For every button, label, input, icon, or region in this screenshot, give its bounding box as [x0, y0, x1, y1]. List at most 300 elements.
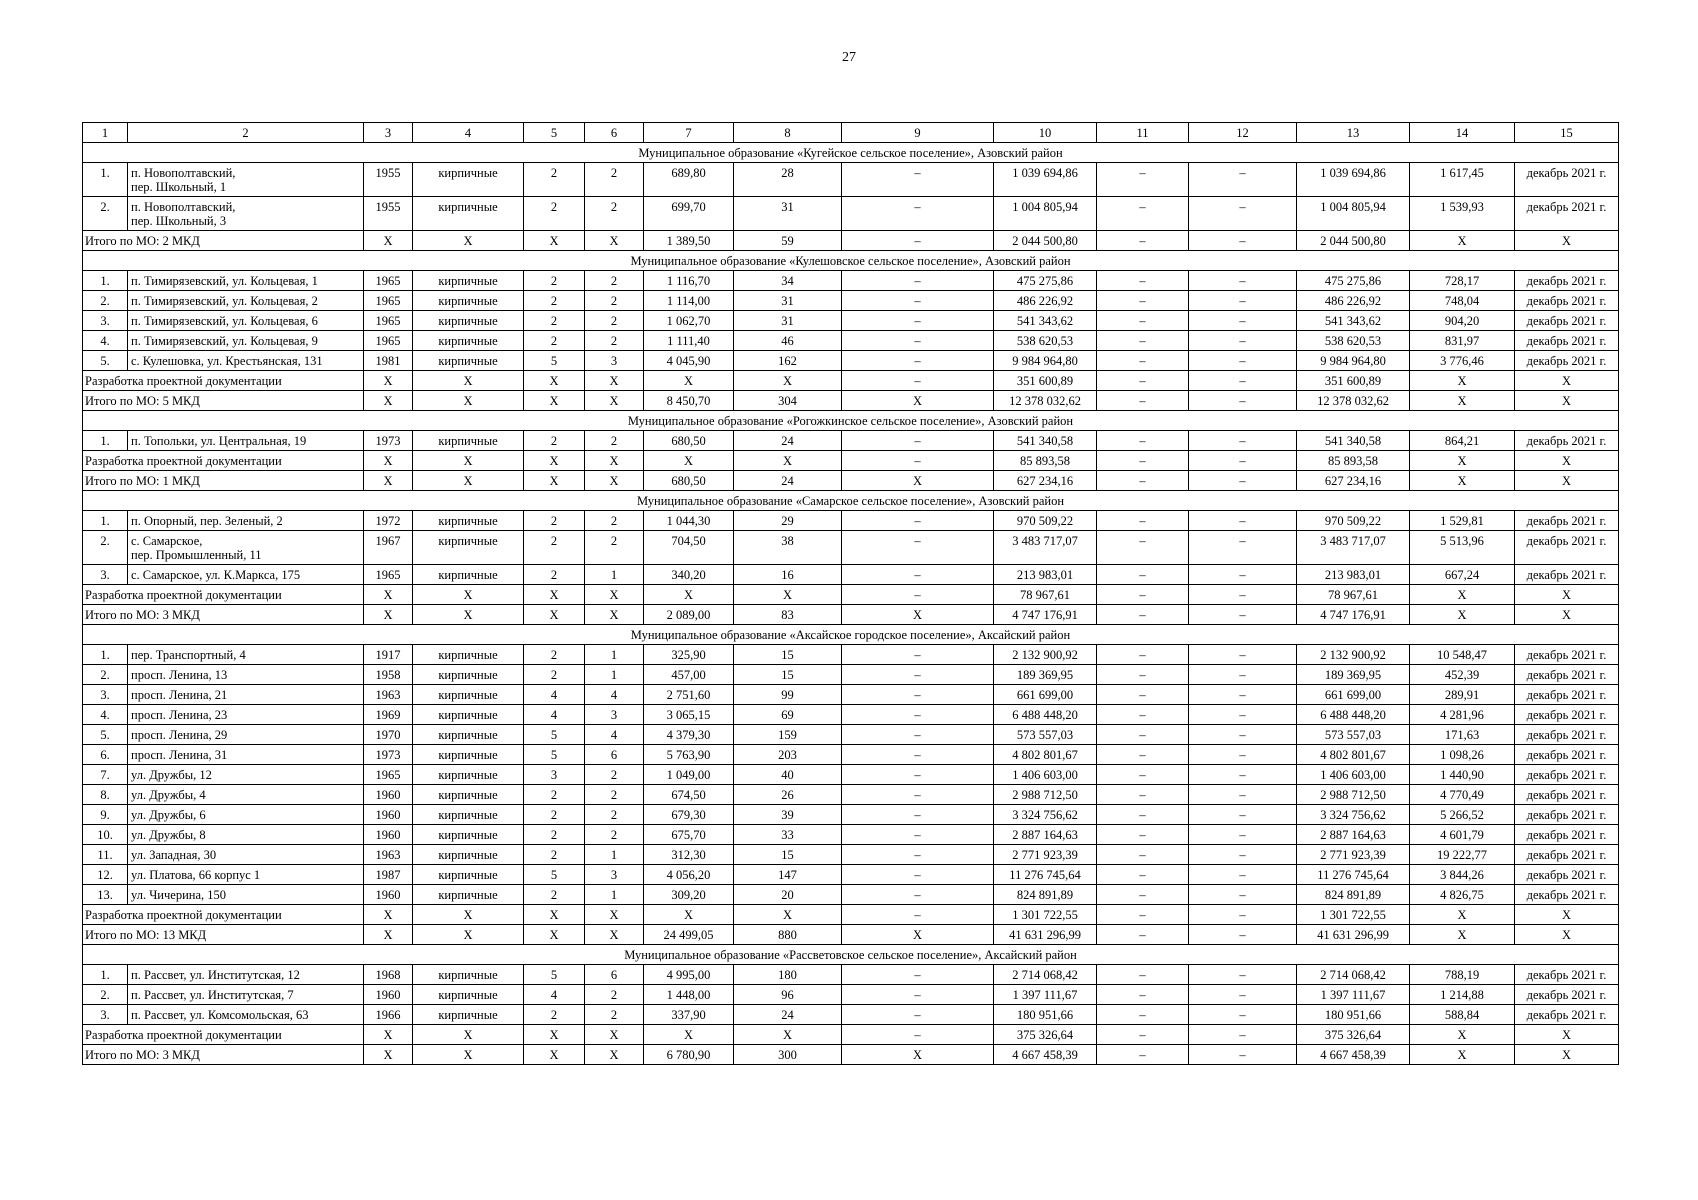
table-cell: 180 951,66	[994, 1005, 1097, 1025]
section-header-row	[83, 491, 1619, 511]
table-cell: 1965	[364, 271, 413, 291]
address-cell: ул. Дружбы, 12	[128, 765, 364, 785]
table-cell: 2 714 068,42	[1297, 965, 1410, 985]
table-cell: –	[1097, 825, 1189, 845]
table-cell: 541 343,62	[1297, 311, 1410, 331]
summary-cell: –	[1097, 371, 1189, 391]
table-cell: 2 714 068,42	[994, 965, 1097, 985]
summary-cell: 24	[734, 471, 842, 491]
table-cell: кирпичные	[413, 825, 524, 845]
table-cell: кирпичные	[413, 745, 524, 765]
summary-cell: –	[842, 1025, 994, 1045]
table-cell: 1981	[364, 351, 413, 371]
table-cell: 1 448,00	[644, 985, 734, 1005]
table-cell: 1955	[364, 163, 413, 197]
table-cell: 2	[585, 805, 644, 825]
table-row	[83, 271, 1619, 291]
section-header-row	[83, 143, 1619, 163]
summary-cell: 351 600,89	[1297, 371, 1410, 391]
summary-label: Разработка проектной документации	[83, 371, 364, 391]
table-cell: 1 397 111,67	[994, 985, 1097, 1005]
table-cell: 2	[524, 197, 585, 231]
summary-cell: –	[1097, 905, 1189, 925]
table-cell: 325,90	[644, 645, 734, 665]
table-cell: –	[1097, 725, 1189, 745]
table-cell: 213 983,01	[1297, 565, 1410, 585]
table-cell: 6 488 448,20	[1297, 705, 1410, 725]
address-cell: ул. Западная, 30	[128, 845, 364, 865]
table-cell: 4.	[83, 331, 128, 351]
summary-cell: Х	[1515, 391, 1619, 411]
summary-label: Итого по МО: 1 МКД	[83, 471, 364, 491]
table-cell: –	[1097, 885, 1189, 905]
table-row	[83, 197, 1619, 231]
table-cell: 1	[585, 845, 644, 865]
table-cell: 34	[734, 271, 842, 291]
table-cell: –	[1189, 965, 1297, 985]
column-number-cell: 14	[1410, 123, 1515, 143]
table-cell: –	[1097, 705, 1189, 725]
table-cell: 4 826,75	[1410, 885, 1515, 905]
table-cell: 99	[734, 685, 842, 705]
table-cell: 1 049,00	[644, 765, 734, 785]
table-cell: 573 557,03	[1297, 725, 1410, 745]
table-row	[83, 785, 1619, 805]
table-cell: –	[842, 665, 994, 685]
table-cell: 3 844,26	[1410, 865, 1515, 885]
table-cell: 970 509,22	[994, 511, 1097, 531]
summary-cell: 85 893,58	[994, 451, 1097, 471]
table-cell: 38	[734, 531, 842, 565]
summary-cell: Х	[842, 925, 994, 945]
table-cell: 2	[524, 291, 585, 311]
table-cell: 2 771 923,39	[1297, 845, 1410, 865]
table-cell: –	[1189, 665, 1297, 685]
summary-cell: –	[1097, 1025, 1189, 1045]
table-cell: 203	[734, 745, 842, 765]
table-cell: 289,91	[1410, 685, 1515, 705]
table-row	[83, 825, 1619, 845]
column-number-cell: 12	[1189, 123, 1297, 143]
table-cell: 2.	[83, 291, 128, 311]
table-cell: 1.	[83, 965, 128, 985]
summary-cell: –	[1097, 391, 1189, 411]
table-cell: 3.	[83, 1005, 128, 1025]
summary-cell: Х	[524, 605, 585, 625]
section-title: Муниципальное образование «Кулешовское сельское поселение», Азовский район	[83, 251, 1619, 271]
address-cell: с. Кулешовка, ул. Крестьянская, 131	[128, 351, 364, 371]
summary-cell: Х	[1410, 585, 1515, 605]
summary-cell: Х	[644, 1025, 734, 1045]
table-cell: 3	[585, 705, 644, 725]
table-cell: –	[1189, 311, 1297, 331]
summary-row	[83, 1045, 1619, 1065]
summary-cell: Х	[524, 471, 585, 491]
summary-row	[83, 605, 1619, 625]
table-cell: –	[842, 765, 994, 785]
table-cell: –	[842, 825, 994, 845]
summary-cell: Х	[524, 451, 585, 471]
table-cell: 3 065,15	[644, 705, 734, 725]
table-cell: 3 483 717,07	[994, 531, 1097, 565]
table-cell: 1 539,93	[1410, 197, 1515, 231]
table-cell: декабрь 2021 г.	[1515, 163, 1619, 197]
summary-cell: –	[1097, 605, 1189, 625]
table-cell: 2	[585, 511, 644, 531]
summary-cell: Х	[413, 1045, 524, 1065]
summary-cell: Х	[585, 451, 644, 471]
table-cell: 2	[585, 431, 644, 451]
table-cell: –	[842, 645, 994, 665]
table-cell: 1960	[364, 805, 413, 825]
table-cell: –	[1097, 865, 1189, 885]
summary-cell: Х	[413, 471, 524, 491]
table-row	[83, 745, 1619, 765]
table-cell: 1 116,70	[644, 271, 734, 291]
table-cell: 2	[585, 197, 644, 231]
table-cell: декабрь 2021 г.	[1515, 531, 1619, 565]
table-cell: 4 056,20	[644, 865, 734, 885]
table-cell: 748,04	[1410, 291, 1515, 311]
table-cell: –	[1189, 805, 1297, 825]
address-cell: ул. Дружбы, 4	[128, 785, 364, 805]
address-cell: п. Опорный, пер. Зеленый, 2	[128, 511, 364, 531]
table-cell: –	[1097, 785, 1189, 805]
table-cell: –	[1097, 531, 1189, 565]
summary-cell: Х	[524, 371, 585, 391]
summary-cell: 12 378 032,62	[1297, 391, 1410, 411]
table-cell: –	[1189, 825, 1297, 845]
table-cell: кирпичные	[413, 311, 524, 331]
summary-cell: Х	[1515, 231, 1619, 251]
table-cell: 728,17	[1410, 271, 1515, 291]
summary-cell: Х	[1410, 391, 1515, 411]
table-cell: 2	[524, 845, 585, 865]
table-cell: –	[1189, 1005, 1297, 1025]
table-cell: 2	[524, 565, 585, 585]
table-cell: кирпичные	[413, 645, 524, 665]
table-cell: 15	[734, 845, 842, 865]
table-cell: –	[1097, 745, 1189, 765]
table-cell: кирпичные	[413, 665, 524, 685]
table-cell: 12.	[83, 865, 128, 885]
summary-cell: Х	[585, 605, 644, 625]
table-cell: 904,20	[1410, 311, 1515, 331]
table-cell: 340,20	[644, 565, 734, 585]
table-cell: –	[1097, 511, 1189, 531]
table-cell: 1.	[83, 163, 128, 197]
address-cell: просп. Ленина, 21	[128, 685, 364, 705]
table-cell: –	[1097, 765, 1189, 785]
summary-cell: Х	[842, 1045, 994, 1065]
table-cell: 3.	[83, 565, 128, 585]
table-cell: 2	[524, 805, 585, 825]
column-number-cell: 13	[1297, 123, 1410, 143]
summary-cell: 78 967,61	[1297, 585, 1410, 605]
table-cell: 1 111,40	[644, 331, 734, 351]
table-cell: –	[1097, 1005, 1189, 1025]
table-cell: 5 763,90	[644, 745, 734, 765]
table-cell: 1963	[364, 845, 413, 865]
table-cell: 2	[524, 511, 585, 531]
column-number-cell: 6	[585, 123, 644, 143]
summary-cell: Х	[585, 371, 644, 391]
table-cell: 2	[524, 531, 585, 565]
summary-cell: Х	[734, 371, 842, 391]
summary-cell: 12 378 032,62	[994, 391, 1097, 411]
table-cell: кирпичные	[413, 865, 524, 885]
summary-cell: –	[1189, 1025, 1297, 1045]
table-cell: 1965	[364, 291, 413, 311]
summary-cell: Х	[364, 605, 413, 625]
table-cell: 4 802 801,67	[1297, 745, 1410, 765]
table-cell: 2	[524, 431, 585, 451]
section-header-row	[83, 625, 1619, 645]
table-cell: 189 369,95	[994, 665, 1097, 685]
table-cell: декабрь 2021 г.	[1515, 431, 1619, 451]
table-cell: кирпичные	[413, 197, 524, 231]
table-cell: 661 699,00	[1297, 685, 1410, 705]
summary-cell: –	[1189, 585, 1297, 605]
summary-row	[83, 371, 1619, 391]
summary-cell: Х	[364, 1025, 413, 1045]
address-cell: п. Рассвет, ул. Институтская, 7	[128, 985, 364, 1005]
table-cell: –	[1097, 311, 1189, 331]
summary-row	[83, 451, 1619, 471]
table-cell: –	[1189, 705, 1297, 725]
table-cell: 1 406 603,00	[1297, 765, 1410, 785]
table-cell: 2.	[83, 197, 128, 231]
summary-cell: –	[1189, 471, 1297, 491]
table-cell: 1 406 603,00	[994, 765, 1097, 785]
summary-cell: 1 301 722,55	[1297, 905, 1410, 925]
summary-cell: 59	[734, 231, 842, 251]
table-cell: 1 617,45	[1410, 163, 1515, 197]
summary-cell: 41 631 296,99	[1297, 925, 1410, 945]
address-cell: п. Рассвет, ул. Комсомольская, 63	[128, 1005, 364, 1025]
table-cell: 2 132 900,92	[1297, 645, 1410, 665]
summary-cell: 300	[734, 1045, 842, 1065]
table-row	[83, 311, 1619, 331]
table-cell: 180	[734, 965, 842, 985]
summary-cell: 1 389,50	[644, 231, 734, 251]
table-cell: –	[1097, 665, 1189, 685]
summary-cell: 680,50	[644, 471, 734, 491]
summary-cell: –	[1189, 605, 1297, 625]
table-cell: 4 281,96	[1410, 705, 1515, 725]
summary-cell: Х	[1515, 1025, 1619, 1045]
summary-cell: –	[1097, 585, 1189, 605]
table-cell: 31	[734, 291, 842, 311]
table-cell: 1969	[364, 705, 413, 725]
table-cell: –	[1097, 197, 1189, 231]
table-cell: –	[842, 565, 994, 585]
table-cell: декабрь 2021 г.	[1515, 331, 1619, 351]
table-cell: 831,97	[1410, 331, 1515, 351]
summary-cell: Х	[413, 585, 524, 605]
table-cell: –	[842, 725, 994, 745]
summary-cell: –	[1189, 451, 1297, 471]
table-cell: 5.	[83, 351, 128, 371]
summary-cell: 375 326,64	[1297, 1025, 1410, 1045]
table-cell: –	[842, 745, 994, 765]
summary-cell: Х	[524, 1025, 585, 1045]
table-cell: –	[842, 785, 994, 805]
table-body	[83, 123, 1619, 1065]
section-header-row	[83, 251, 1619, 271]
table-cell: –	[1097, 845, 1189, 865]
table-cell: 788,19	[1410, 965, 1515, 985]
table-cell: –	[1189, 431, 1297, 451]
summary-cell: Х	[842, 471, 994, 491]
summary-cell: Х	[364, 371, 413, 391]
summary-cell: 41 631 296,99	[994, 925, 1097, 945]
table-row	[83, 685, 1619, 705]
column-number-cell: 1	[83, 123, 128, 143]
table-cell: 171,63	[1410, 725, 1515, 745]
table-cell: кирпичные	[413, 965, 524, 985]
summary-label: Итого по МО: 2 МКД	[83, 231, 364, 251]
section-header-row	[83, 945, 1619, 965]
table-cell: –	[1097, 163, 1189, 197]
table-cell: 486 226,92	[1297, 291, 1410, 311]
table-cell: 6	[585, 745, 644, 765]
table-cell: 6 488 448,20	[994, 705, 1097, 725]
column-number-cell: 15	[1515, 123, 1619, 143]
table-cell: 475 275,86	[994, 271, 1097, 291]
table-cell: –	[842, 197, 994, 231]
summary-cell: 1 301 722,55	[994, 905, 1097, 925]
table-cell: 452,39	[1410, 665, 1515, 685]
table-row	[83, 965, 1619, 985]
summary-cell: Х	[413, 391, 524, 411]
table-cell: 2	[524, 163, 585, 197]
table-cell: 2 771 923,39	[994, 845, 1097, 865]
table-cell: 2 887 164,63	[1297, 825, 1410, 845]
table-cell: –	[1189, 565, 1297, 585]
summary-cell: Х	[734, 1025, 842, 1045]
summary-cell: Х	[585, 905, 644, 925]
table-row	[83, 705, 1619, 725]
table-cell: –	[842, 351, 994, 371]
table-cell: 69	[734, 705, 842, 725]
summary-cell: Х	[585, 925, 644, 945]
table-cell: 7.	[83, 765, 128, 785]
address-cell: пер. Транспортный, 4	[128, 645, 364, 665]
summary-cell: Х	[364, 451, 413, 471]
table-cell: декабрь 2021 г.	[1515, 351, 1619, 371]
summary-cell: 304	[734, 391, 842, 411]
table-row	[83, 351, 1619, 371]
table-cell: –	[1097, 431, 1189, 451]
table-cell: 28	[734, 163, 842, 197]
table-cell: –	[1097, 965, 1189, 985]
table-cell: –	[842, 685, 994, 705]
table-cell: –	[1097, 985, 1189, 1005]
summary-cell: Х	[524, 925, 585, 945]
summary-cell: Х	[585, 231, 644, 251]
table-cell: 39	[734, 805, 842, 825]
table-cell: –	[1189, 845, 1297, 865]
summary-cell: –	[1097, 451, 1189, 471]
table-cell: –	[1189, 511, 1297, 531]
summary-cell: 85 893,58	[1297, 451, 1410, 471]
table-row	[83, 645, 1619, 665]
table-cell: 541 343,62	[994, 311, 1097, 331]
table-cell: 2.	[83, 985, 128, 1005]
table-cell: 5	[524, 965, 585, 985]
summary-cell: Х	[1515, 605, 1619, 625]
table-cell: кирпичные	[413, 531, 524, 565]
table-cell: 5 266,52	[1410, 805, 1515, 825]
table-cell: 573 557,03	[994, 725, 1097, 745]
address-cell: п. Новополтавский, пер. Школьный, 3	[128, 197, 364, 231]
summary-cell: Х	[413, 925, 524, 945]
table-cell: 2	[585, 311, 644, 331]
column-number-row	[83, 123, 1619, 143]
table-cell: 5	[524, 865, 585, 885]
table-cell: 3 483 717,07	[1297, 531, 1410, 565]
summary-label: Разработка проектной документации	[83, 585, 364, 605]
table-cell: кирпичные	[413, 885, 524, 905]
table-cell: 26	[734, 785, 842, 805]
summary-row	[83, 585, 1619, 605]
table-cell: 4	[524, 685, 585, 705]
table-cell: 15	[734, 645, 842, 665]
table-cell: 4.	[83, 705, 128, 725]
table-cell: 3 776,46	[1410, 351, 1515, 371]
table-row	[83, 845, 1619, 865]
table-row	[83, 1005, 1619, 1025]
table-cell: 2	[585, 825, 644, 845]
summary-cell: Х	[364, 1045, 413, 1065]
table-cell: декабрь 2021 г.	[1515, 1005, 1619, 1025]
table-cell: 4 379,30	[644, 725, 734, 745]
table-cell: 538 620,53	[994, 331, 1097, 351]
summary-cell: Х	[1410, 1045, 1515, 1065]
table-cell: –	[842, 311, 994, 331]
table-cell: декабрь 2021 г.	[1515, 685, 1619, 705]
table-cell: 1960	[364, 985, 413, 1005]
table-cell: кирпичные	[413, 785, 524, 805]
table-cell: –	[842, 865, 994, 885]
table-cell: 4	[585, 685, 644, 705]
table-cell: 1	[585, 665, 644, 685]
summary-cell: Х	[734, 585, 842, 605]
table-cell: 4	[585, 725, 644, 745]
summary-cell: Х	[524, 231, 585, 251]
summary-cell: Х	[413, 231, 524, 251]
table-cell: 3	[585, 865, 644, 885]
table-cell: 1 062,70	[644, 311, 734, 331]
table-cell: 15	[734, 665, 842, 685]
table-cell: 9 984 964,80	[1297, 351, 1410, 371]
section-title: Муниципальное образование «Рогожкинское сельское поселение», Азовский район	[83, 411, 1619, 431]
column-number-cell: 3	[364, 123, 413, 143]
table-cell: 6	[585, 965, 644, 985]
table-cell: –	[1189, 765, 1297, 785]
summary-cell: 627 234,16	[1297, 471, 1410, 491]
table-cell: 1 039 694,86	[1297, 163, 1410, 197]
table-cell: 4 770,49	[1410, 785, 1515, 805]
table-cell: 11 276 745,64	[994, 865, 1097, 885]
summary-cell: –	[1189, 925, 1297, 945]
table-cell: 3.	[83, 311, 128, 331]
table-cell: 2	[585, 765, 644, 785]
table-cell: 1.	[83, 511, 128, 531]
summary-cell: Х	[413, 371, 524, 391]
address-cell: с. Самарское, пер. Промышленный, 11	[128, 531, 364, 565]
